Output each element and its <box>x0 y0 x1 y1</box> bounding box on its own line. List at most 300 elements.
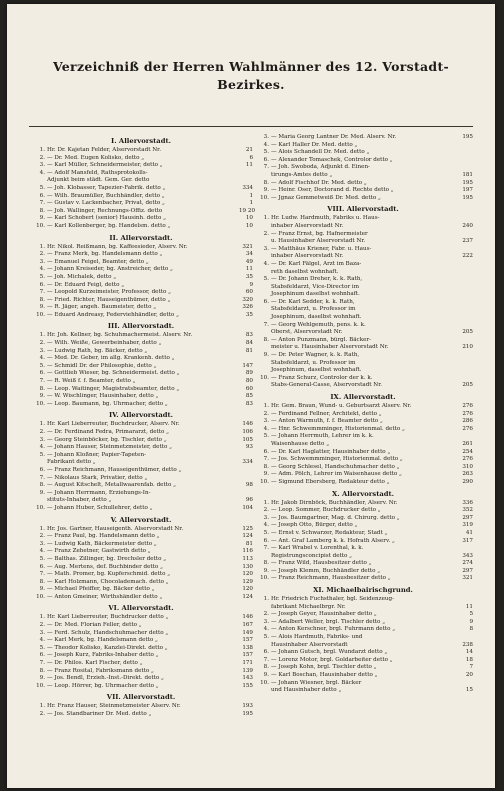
entry-row <box>29 429 253 437</box>
entry-row <box>253 634 473 642</box>
house-number: 125 <box>242 525 253 532</box>
entry-number: 4. <box>263 626 269 633</box>
entry-row <box>253 375 473 383</box>
entry-text: Stabsfeldarzt, u. Professor im <box>271 306 356 313</box>
entry-row <box>29 378 253 386</box>
entry-number: 10. <box>36 682 45 689</box>
entry-number: 4. <box>263 522 269 529</box>
entry-text: — Ludwig Kath, Bäckermeister detto „ <box>47 540 157 547</box>
house-number: 83 <box>245 332 253 339</box>
entry-row <box>29 652 253 660</box>
entry-row <box>29 548 253 556</box>
entry-continuation <box>253 223 473 231</box>
entry-number: 8. <box>263 179 269 186</box>
entry-row <box>253 545 473 553</box>
entry-text: inhaber Alservorstadt Nr. <box>271 222 344 229</box>
entry-row <box>253 276 473 284</box>
house-number: 116 <box>242 548 253 555</box>
entry-number: 3. <box>263 618 269 625</box>
entry-row <box>29 668 253 676</box>
entry-text: — Eduard Andreasy, Federviehhändler, detto „ <box>47 311 179 318</box>
entry-continuation <box>253 253 473 261</box>
entry-row <box>29 556 253 564</box>
entry-number: 7. <box>263 545 269 552</box>
house-number: 120 <box>242 571 253 578</box>
house-number: 237 <box>462 238 473 245</box>
house-number: 276 <box>462 425 473 432</box>
entry-text: — Anton Kerschner, brgl. Fuhrmann detto „ <box>271 626 396 633</box>
entry-row <box>29 282 253 290</box>
entry-row <box>253 134 473 142</box>
entry-number: 6. <box>263 298 269 305</box>
entry-text: — Johann Wiesner, brgl. Bäcker <box>271 679 362 686</box>
entry-row <box>253 530 473 538</box>
entry-row <box>29 482 253 490</box>
document-sheet <box>7 4 495 788</box>
entry-row <box>29 266 253 274</box>
section-heading: II. Allervorstadt. <box>109 233 173 242</box>
entry-number: 6. <box>263 156 269 163</box>
house-number: 222 <box>462 253 473 260</box>
entry-text: — Georg Schlesel, Handschuhmacher detto „ <box>271 463 400 470</box>
house-number: 319 <box>462 522 473 529</box>
entry-row <box>29 312 253 320</box>
entry-number: 9. <box>263 471 269 478</box>
entry-number: 1. <box>39 525 45 532</box>
entry-row <box>29 363 253 371</box>
entry-text: Oberst, Alservorstadt Nr. <box>271 329 343 336</box>
entry-row <box>253 246 473 254</box>
entry-row <box>253 538 473 546</box>
house-number: 320 <box>242 296 253 303</box>
entry-row <box>29 200 253 208</box>
entry-row <box>253 180 473 188</box>
entry-text: — Franz Rosital, Fabriksmann detto „ <box>47 667 154 674</box>
entry-text: — Johann Gutsch, brgl. Wundarzt detto „ <box>271 649 388 656</box>
entry-number: 1. <box>263 499 269 506</box>
entry-row <box>29 614 253 622</box>
house-number: 321 <box>462 575 473 582</box>
entry-number: 5. <box>39 184 45 191</box>
entry-number: 10. <box>260 374 269 381</box>
house-number: 49 <box>245 258 253 265</box>
entry-row <box>29 541 253 549</box>
entry-number: 9. <box>263 672 269 678</box>
entry-text: Hr. Karl Lieberreuter, Buchdrucker, Alserv. Nr. <box>47 421 180 428</box>
house-number: 261 <box>462 440 473 447</box>
section-heading: VI. Allervorstadt. <box>108 604 174 613</box>
entry-text: — Hnr. Schwemmminger, Historienmal. detto „ <box>271 425 405 432</box>
entry-row <box>29 393 253 401</box>
entry-text: — Johann Kloßner, Papier-Tapeten- <box>47 451 146 458</box>
entry-text: — Karl Schobert (senior) Hausinh. detto „ <box>47 215 167 222</box>
house-number: 35 <box>245 311 253 318</box>
entry-text: stituts-Inhaber, detto „ <box>47 497 112 504</box>
house-number: 80 <box>245 378 253 385</box>
entry-text: — Franz Ernst, bg. Hafnermeister <box>271 230 368 237</box>
entry-text: — Schmidl Dr. der Philosophie, detto „ <box>47 362 157 369</box>
section-heading: VII. Allervorstadt. <box>106 693 176 702</box>
entry-number: 9. <box>263 567 269 574</box>
entry-row <box>253 560 473 568</box>
entry-text: — Franz Zehetner, Gastwirth detto „ <box>47 548 151 555</box>
entry-text: — Johann Herrmann, Erziehungs-In- <box>47 489 151 496</box>
entry-number: 7. <box>39 378 45 385</box>
house-number: 6 <box>249 154 253 161</box>
entry-row <box>29 475 253 483</box>
entry-text: Stabsfeldarzt, u. Professor im <box>271 359 356 366</box>
entry-row <box>253 411 473 419</box>
house-number: 83 <box>245 400 253 407</box>
entry-text: — Lorenz Motor, brgl. Goldarbeiter detto „ <box>271 656 393 663</box>
entry-text: — Joh. Klobasser, Tapezier-Fabrik. detto „ <box>47 184 166 191</box>
house-number: 276 <box>462 403 473 409</box>
entry-row <box>253 403 473 411</box>
entry-text: — Michael Pfeiffer, bg. Bäcker detto „ <box>47 586 155 593</box>
entry-number: 2. <box>263 410 269 417</box>
entry-text: Hr. Dr. Kajetan Felder, Alservorstadt Nr. <box>47 147 161 153</box>
entry-text: — Joseph Kurz, Fabriks-Inhaber detto „ <box>47 652 159 659</box>
entry-text: Josephinum daselbst wohnhaft. <box>271 291 360 298</box>
entry-number: 9. <box>263 187 269 194</box>
house-number: 326 <box>242 304 253 311</box>
entry-number: 10. <box>260 575 269 582</box>
entry-text: — Alois Hardmuth, Fabriks- und <box>271 634 363 641</box>
section-heading: IV. Allervorstadt. <box>108 411 174 420</box>
entry-continuation <box>253 382 473 390</box>
entry-text: Hr. Jos. Gartner, Hauseigenth. Alservorstadt Nr. <box>47 525 184 532</box>
entry-continuation <box>253 314 473 322</box>
entry-row <box>29 586 253 594</box>
entry-text: — Adolf Mansfeld, Rathsprotokolls- <box>47 169 148 176</box>
entry-row <box>29 660 253 668</box>
entry-text: — Adm. Pölch, Lehrer im Waisenhause detto „ <box>271 471 402 478</box>
house-number: 124 <box>242 593 253 600</box>
house-number: 10 <box>245 215 253 222</box>
entry-text: — Franz Merk, bg. Handelsmann detto „ <box>47 251 163 258</box>
entry-text: — Karl Boschan, Hausinhaber detto „ <box>271 672 378 678</box>
entry-number: 2. <box>39 533 45 540</box>
entry-continuation <box>253 367 473 375</box>
house-number: 195 <box>242 711 253 717</box>
entry-number: 8. <box>263 664 269 671</box>
entry-text: fabrikant Michaelbrgr. Nr. <box>271 603 346 610</box>
entry-text: — Johann Herrmuth, Lehrer im k. k. <box>271 433 374 440</box>
house-number: 297 <box>462 567 473 574</box>
entry-number: 3. <box>263 245 269 252</box>
house-number: 297 <box>462 514 473 521</box>
house-number: 81 <box>245 540 253 547</box>
entry-text: — Dr. Med. Eugen Kolisko, detto „ <box>47 154 145 161</box>
entry-row <box>29 215 253 223</box>
entry-number: 2. <box>263 507 269 514</box>
entry-text: — Fried. Richter, Hauseigenthümer, detto „ <box>47 296 171 303</box>
entry-continuation <box>253 329 473 337</box>
entry-text: Hr. Ludw. Hardmuth, Fabriks u. Haus- <box>271 215 380 222</box>
entry-row <box>29 162 253 170</box>
entry-text: Registrungsconcipist detto „ <box>271 552 353 559</box>
house-number: 14 <box>465 649 473 656</box>
house-number: 181 <box>462 171 473 178</box>
house-number: 193 <box>242 703 253 710</box>
entry-row <box>253 456 473 464</box>
entry-row <box>29 355 253 363</box>
entry-text: — Jos. Schwemmminger, Historienmal. detto „ <box>271 456 403 463</box>
house-number: 240 <box>462 222 473 229</box>
entry-row <box>253 515 473 523</box>
entry-number: 4. <box>39 548 45 555</box>
house-number: 106 <box>242 429 253 435</box>
house-number: 34 <box>245 251 253 258</box>
entry-row <box>29 505 253 513</box>
document-title <box>7 58 495 94</box>
entry-number: 3. <box>263 418 269 425</box>
house-number: 5 <box>469 611 473 618</box>
left-column <box>29 134 256 784</box>
entry-number: 7. <box>263 321 269 328</box>
entry-row <box>253 352 473 360</box>
house-number: 138 <box>242 644 253 651</box>
entry-text: — Franz Paul, bg. Handelsmann detto „ <box>47 533 160 540</box>
entry-row <box>253 611 473 619</box>
house-number: 157 <box>242 652 253 659</box>
entry-row <box>29 193 253 201</box>
entry-text: Josephinum, daselbst wohnhaft. <box>271 314 362 321</box>
house-number: 197 <box>462 187 473 194</box>
entry-text: — Adolf Fischhof Dr. Med. detto „ <box>271 179 367 186</box>
entry-number: 8. <box>39 296 45 303</box>
house-number: 81 <box>245 347 253 354</box>
entry-number: 10. <box>36 593 45 600</box>
entry-number: 4. <box>39 266 45 273</box>
entry-row <box>29 223 253 231</box>
entry-row <box>29 444 253 452</box>
entry-continuation <box>253 291 473 299</box>
entry-text: — Johann Huber, Schullehrer, detto „ <box>47 504 153 511</box>
house-number: 195 <box>462 194 473 201</box>
entry-text: — Gustav v. Lackenbacher, Privat, detto „ <box>47 200 165 207</box>
house-number: 7 <box>469 664 473 671</box>
entry-row <box>253 261 473 269</box>
house-number: 310 <box>462 463 473 470</box>
house-number: 352 <box>462 507 473 514</box>
entry-row <box>29 370 253 378</box>
entry-text: — Leop. Waitinger, Magistratsbeamter, detto „ <box>47 385 180 392</box>
entry-row <box>29 637 253 645</box>
entry-row <box>253 426 473 434</box>
entry-number: 7. <box>263 164 269 171</box>
house-number: 321 <box>242 243 253 250</box>
entry-text: — Emanuel Feigel, Beamter, detto „ <box>47 258 149 265</box>
entry-continuation <box>253 604 473 612</box>
entry-number: 2. <box>39 429 45 435</box>
entry-text: — Karl Merk, bg. Handelsmann detto „ <box>47 637 158 644</box>
entry-number: 7. <box>39 289 45 296</box>
entry-number: 2. <box>39 622 45 629</box>
entry-text: — Jos. Bendl, Erzieh.-Inst.-Direkt. detto „ <box>47 675 164 682</box>
entry-number: 5. <box>263 276 269 283</box>
entry-text: Fabrikant detto „ <box>47 459 96 466</box>
house-number: 317 <box>462 537 473 544</box>
entry-number: 8. <box>39 667 45 674</box>
entry-continuation <box>253 306 473 314</box>
entry-row <box>29 452 253 460</box>
entry-row <box>29 170 253 178</box>
entry-number: 2. <box>39 711 45 717</box>
entry-row <box>29 332 253 340</box>
entry-number: 9. <box>39 304 45 311</box>
entry-row <box>253 522 473 530</box>
entry-row <box>29 675 253 683</box>
entry-number: 2. <box>39 251 45 258</box>
house-number: 11 <box>465 603 473 610</box>
entry-number: 9. <box>39 586 45 593</box>
entry-text: — W. Wischlinger, Hausinhaber, detto „ <box>47 393 159 400</box>
entry-text: — Karl Haller Dr. Med. detto „ <box>271 141 358 148</box>
entry-number: 6. <box>39 466 45 473</box>
entry-row <box>253 418 473 426</box>
entry-row <box>253 164 473 172</box>
entry-text: — Jos. Baumgartner, Mag. d. Chirurg. detto „ <box>271 514 400 521</box>
house-number: 60 <box>245 289 253 296</box>
house-number: 195 <box>462 134 473 140</box>
entry-row <box>253 149 473 157</box>
entry-text: — Leopold Kurzeimeister, Professor, detto „ <box>47 289 172 296</box>
entry-row <box>253 664 473 672</box>
entry-continuation <box>253 687 473 695</box>
entry-text: — Joh. Swoboda, Adjunkt d. Einen- <box>271 164 370 171</box>
entry-text: — Franz Reichmann, Hausbesitzer detto „ <box>271 575 391 582</box>
entry-number: 9. <box>263 352 269 359</box>
house-number: 254 <box>462 448 473 455</box>
entry-number: 7. <box>263 656 269 663</box>
entry-text: — Adalbert Weller, brgl. Tischler detto „ <box>271 618 386 625</box>
entry-text: — Wilh. Braumüller, Buchhändler, detto „ <box>47 192 165 199</box>
entry-number: 5. <box>39 644 45 651</box>
house-number: 15 <box>465 687 473 694</box>
entry-row <box>253 672 473 680</box>
entry-text: — Jos. Standbariner Dr. Med. detto „ <box>47 711 152 717</box>
entry-text: — Franz Reichmann, Hauseigenthümer, detto „ <box>47 466 182 473</box>
entry-row <box>29 304 253 312</box>
house-number: 104 <box>242 504 253 511</box>
entry-row <box>29 155 253 163</box>
entry-number: 4. <box>39 637 45 644</box>
house-number: 167 <box>242 622 253 629</box>
entry-row <box>29 571 253 579</box>
house-number: 10 <box>245 222 253 229</box>
entry-text: — Leop. Sommer, Buchdrucker detto „ <box>271 507 381 514</box>
house-number: 93 <box>245 444 253 451</box>
entry-text: — Anton Warmuth, f. f. Beamter detto „ <box>271 418 383 425</box>
entry-number: 1. <box>39 332 45 339</box>
entry-row <box>253 479 473 487</box>
entry-row <box>29 564 253 572</box>
entry-continuation <box>253 269 473 277</box>
entry-continuation <box>29 459 253 467</box>
entry-row <box>253 507 473 515</box>
entry-row <box>253 299 473 307</box>
entry-text: Stabsfeldarzt, Vice-Director im <box>271 283 359 290</box>
house-number: 143 <box>242 675 253 682</box>
entry-number: 10. <box>36 311 45 318</box>
entry-row <box>253 626 473 634</box>
entry-text: — Franz Wild, Hausbesitzer detto „ <box>271 560 372 567</box>
entry-number: 4. <box>263 425 269 432</box>
entry-number: 2. <box>263 611 269 618</box>
house-number: 9 <box>249 281 253 288</box>
house-number: 130 <box>242 563 253 570</box>
house-number: 157 <box>242 637 253 644</box>
house-number: 146 <box>242 614 253 621</box>
entry-text: — Joseph Geyer, Hausinhaber detto „ <box>271 611 377 618</box>
house-number: 276 <box>462 456 473 463</box>
house-number: 139 <box>242 667 253 674</box>
entry-row <box>29 386 253 394</box>
section-heading: VIII. Allervorstadt. <box>327 205 399 214</box>
entry-number: 10. <box>36 222 45 229</box>
entry-number: 1. <box>39 614 45 621</box>
house-number: 274 <box>462 560 473 567</box>
entry-text: — Anton Punzmann, bürgl. Bäcker- <box>271 336 371 343</box>
entry-row <box>253 657 473 665</box>
entry-row <box>253 680 473 688</box>
entry-number: 6. <box>39 652 45 659</box>
entry-text: — Karl Kollenberger, bg. Handelsm. detto „ <box>47 222 171 229</box>
entry-number: 3. <box>39 629 45 636</box>
entry-text: und Hausinhaber detto „ <box>271 687 342 694</box>
house-number: 195 <box>462 179 473 186</box>
entry-text: Hr. Franz Hauser, Steinmetzmeister Alserv. Nr. <box>47 703 181 710</box>
entry-text: reth daselbst wohnhaft. <box>271 268 339 275</box>
entry-row <box>253 157 473 165</box>
entry-text: u. Hausinhaber Alservorstadt Nr. <box>271 238 366 245</box>
entry-continuation <box>29 497 253 505</box>
entry-number: 6. <box>39 192 45 199</box>
entry-text: — Dr. Ferdinand Fedra, Primararzt, detto „ <box>47 429 170 435</box>
entry-row <box>253 231 473 239</box>
entry-number: 6. <box>263 537 269 544</box>
entry-text: — Jgnaz Gemmetweiß Dr. Med. detto „ <box>271 194 381 201</box>
entry-text: — Karl Holzmann, Chocolademach. detto „ <box>47 578 169 585</box>
entry-text: — Wilh. Weiße, Gewerbeinhaber, detto „ <box>47 340 162 347</box>
entry-text: inhaber Alservorstadt Nr. <box>271 253 344 260</box>
entry-row <box>29 401 253 409</box>
entry-text: — Sigmund Ebersberg, Redakteur detto „ <box>271 478 390 485</box>
house-number: 124 <box>242 533 253 540</box>
house-number: 9 <box>469 618 473 625</box>
entry-number: 8. <box>39 578 45 585</box>
house-number: 85 <box>245 393 253 400</box>
entry-row <box>29 297 253 305</box>
entry-row <box>29 594 253 602</box>
entry-row <box>29 630 253 638</box>
entry-text: tirungs-Amtes detto „ <box>271 171 333 178</box>
entry-text: — Dr. Johann Dreher, k. k. Rath, <box>271 276 363 283</box>
house-number: 1 <box>249 200 253 207</box>
entry-text: — Joh. Wallinger, Rechnungs-Offiz. detto <box>47 207 163 214</box>
house-number: 21 <box>245 147 253 153</box>
entry-number: 6. <box>263 448 269 455</box>
entry-number: 9. <box>39 215 45 222</box>
entry-number: 3. <box>39 162 45 169</box>
entry-number: 6. <box>263 649 269 656</box>
section-heading: I. Allervorstadt. <box>111 137 171 145</box>
entry-text: — Ferdinand Fellner, Architekt, detto „ <box>271 410 382 417</box>
entry-text: — Franz Schurz, Controlor der k. k. <box>271 374 373 381</box>
entry-number: 1. <box>263 215 269 222</box>
entry-text: — Heinr. Oser, Doctorand d. Rechte detto „ <box>271 187 394 194</box>
